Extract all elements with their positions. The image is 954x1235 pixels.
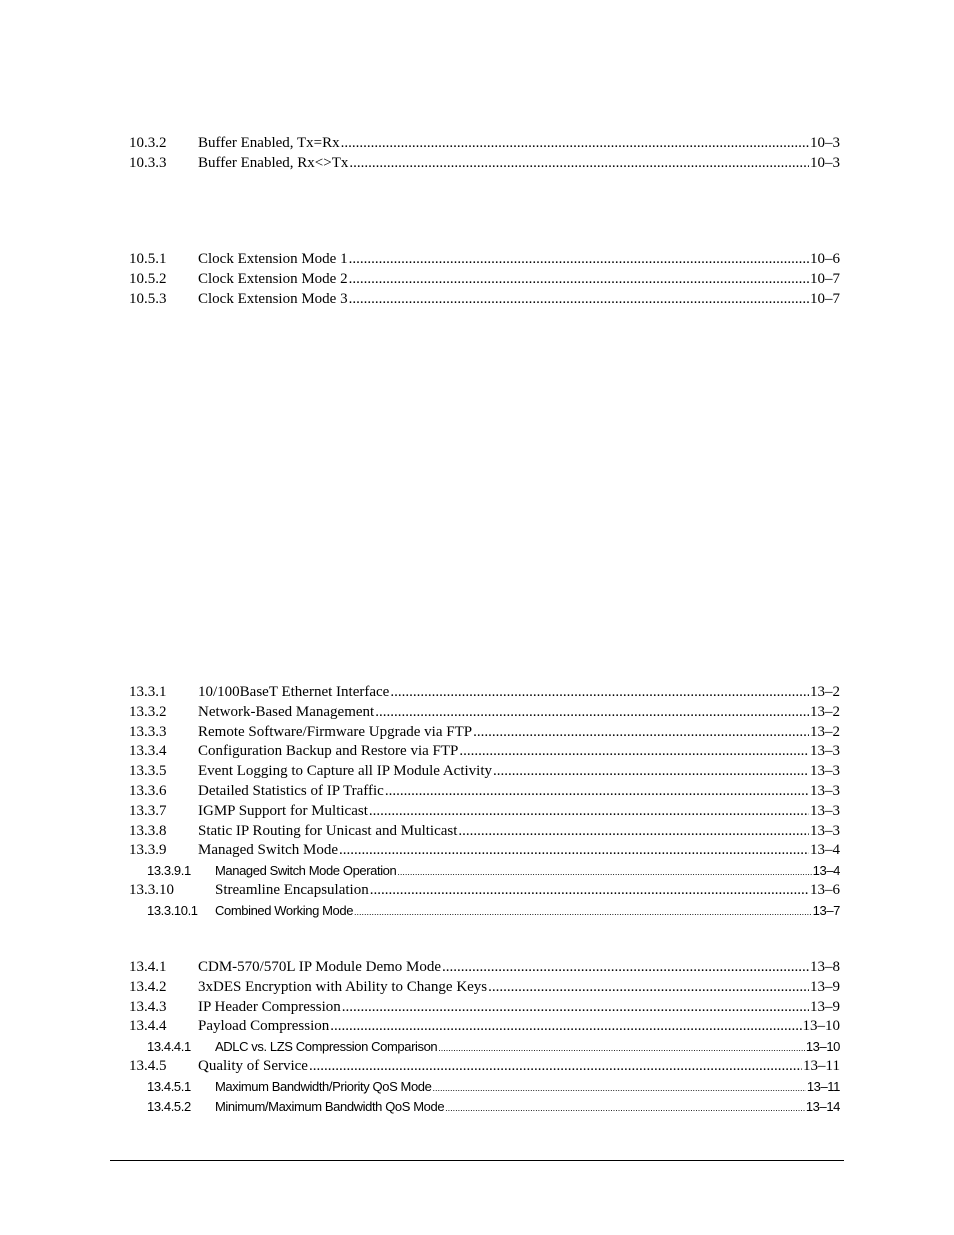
- toc-entry-number: 13.4.4: [129, 1018, 167, 1035]
- toc-entry[interactable]: [129, 703, 840, 723]
- toc-entry[interactable]: [129, 290, 840, 310]
- toc-entry-number: 13.3.8: [129, 822, 167, 839]
- toc-entry[interactable]: [129, 154, 840, 174]
- toc-group-10-3: [129, 134, 840, 174]
- toc-dot-leader: [445, 1099, 805, 1119]
- toc-entry[interactable]: [129, 683, 840, 703]
- toc-entry[interactable]: [129, 762, 840, 782]
- toc-entry-title: Remote Software/Firmware Upgrade via FTP: [198, 723, 473, 740]
- toc-entry[interactable]: [129, 822, 840, 842]
- toc-entry[interactable]: [129, 250, 840, 270]
- toc-entry[interactable]: [129, 134, 840, 154]
- toc-entry[interactable]: [129, 782, 840, 802]
- toc-entry-title: CDM-570/570L IP Module Demo Mode: [198, 959, 442, 975]
- toc-entry-number: 13.4.2: [129, 978, 167, 995]
- toc-entry-page: 13–14: [805, 1098, 840, 1114]
- toc-entry-title: Static IP Routing for Unicast and Multicast: [198, 822, 458, 839]
- toc-entry-number: 13.3.4: [129, 743, 167, 760]
- toc-entry-page: 13–11: [803, 1057, 840, 1074]
- toc-dot-leader: [342, 998, 809, 1018]
- toc-entry-page: 13–10: [805, 1039, 840, 1055]
- toc-entry-title: Clock Extension Mode 1: [198, 251, 348, 267]
- toc-entry-page: 10–3: [810, 154, 840, 171]
- toc-entry-number: 10.5.3: [129, 290, 167, 307]
- toc-entry-number: 10.5.2: [129, 270, 167, 287]
- toc-entry-page: 13–3: [810, 763, 840, 780]
- toc-entry-number: 13.4.5: [129, 1057, 167, 1074]
- toc-entry-number: 13.3.1: [129, 684, 167, 700]
- toc-entry-title: 3xDES Encryption with Ability to Change Keys: [198, 978, 488, 995]
- toc-entry[interactable]: [129, 998, 840, 1018]
- toc-entry-page: 10–3: [810, 135, 840, 151]
- toc-entry-page: 10–7: [810, 270, 840, 287]
- toc-entry[interactable]: [129, 958, 840, 978]
- toc-entry[interactable]: [129, 1017, 840, 1037]
- toc-dot-leader: [349, 250, 809, 270]
- toc-entry-number: 10.5.1: [129, 251, 167, 267]
- toc-entry-title: Detailed Statistics of IP Traffic: [198, 782, 384, 799]
- toc-entry-title: Streamline Encapsulation: [215, 881, 369, 898]
- toc-group-10-5: [129, 250, 840, 309]
- toc-entry-title: Combined Working Mode: [215, 902, 354, 918]
- toc-dot-leader: [375, 703, 809, 723]
- toc-entry-page: 13–2: [810, 684, 840, 700]
- toc-entry[interactable]: [129, 1097, 840, 1117]
- toc-entry-number: 13.4.4.1: [147, 1039, 191, 1055]
- toc-dot-leader: [341, 134, 809, 154]
- toc-entry-number: 13.3.3: [129, 723, 167, 740]
- toc-entry-page: 13–9: [810, 998, 840, 1015]
- toc-dot-leader: [349, 154, 809, 174]
- toc-dot-leader: [473, 723, 809, 743]
- toc-entry[interactable]: [129, 270, 840, 290]
- toc-entry-number: 13.3.2: [129, 703, 167, 720]
- toc-entry-title: Clock Extension Mode 3: [198, 290, 348, 307]
- toc-entry-page: 10–7: [810, 290, 840, 307]
- toc-entry-page: 13–2: [810, 723, 840, 740]
- toc-entry-number: 13.4.1: [129, 959, 167, 975]
- toc-entry[interactable]: [129, 901, 840, 921]
- toc-entry-title: Clock Extension Mode 2: [198, 270, 348, 287]
- toc-entry-page: 13–4: [810, 842, 840, 859]
- toc-entry[interactable]: [129, 742, 840, 762]
- toc-entry[interactable]: [129, 861, 840, 881]
- toc-entry-page: 13–3: [810, 782, 840, 799]
- toc-entry-number: 13.3.5: [129, 763, 167, 780]
- toc-dot-leader: [330, 1017, 801, 1037]
- toc-entry-number: 13.3.10: [129, 881, 174, 898]
- toc-dot-leader: [349, 270, 809, 290]
- toc-entry-page: 13–2: [810, 703, 840, 720]
- toc-dot-leader: [493, 762, 809, 782]
- toc-entry-number: 13.3.6: [129, 782, 167, 799]
- toc-entry[interactable]: [129, 1077, 840, 1097]
- footer-rule: [110, 1160, 844, 1161]
- toc-entry-title: 10/100BaseT Ethernet Interface: [198, 684, 390, 700]
- toc-entry-title: IP Header Compression: [198, 998, 341, 1015]
- toc-dot-leader: [488, 978, 809, 998]
- toc-entry-page: 13–10: [802, 1018, 840, 1035]
- toc-group-13-3: [129, 683, 840, 921]
- toc-dot-leader: [309, 1057, 802, 1077]
- toc-entry-page: 13–3: [810, 743, 840, 760]
- toc-entry[interactable]: [129, 978, 840, 998]
- toc-entry-number: 13.4.5.1: [147, 1078, 191, 1094]
- toc-dot-leader: [339, 841, 809, 861]
- toc-entry-page: 13–3: [810, 802, 840, 819]
- toc-entry-title: Minimum/Maximum Bandwidth QoS Mode: [215, 1098, 445, 1114]
- toc-entry-page: 13–8: [810, 959, 840, 975]
- toc-entry[interactable]: [129, 723, 840, 743]
- toc-entry-title: Buffer Enabled, Tx=Rx: [198, 135, 340, 151]
- toc-entry-number: 13.3.7: [129, 802, 167, 819]
- toc-entry-title: Managed Switch Mode: [198, 842, 338, 859]
- toc-dot-leader: [390, 683, 809, 703]
- toc-entry-title: Network-Based Management: [198, 703, 375, 720]
- toc-entry-title: Managed Switch Mode Operation: [215, 863, 397, 879]
- toc-entry-number: 13.3.10.1: [147, 902, 198, 918]
- toc-group-13-4: [129, 958, 840, 1116]
- toc-entry-title: Buffer Enabled, Rx<>Tx: [198, 154, 349, 171]
- toc-dot-leader: [385, 782, 809, 802]
- toc-dot-leader: [354, 903, 812, 923]
- toc-entry-title: Maximum Bandwidth/Priority QoS Mode: [215, 1078, 432, 1094]
- toc-dot-leader: [370, 881, 809, 901]
- toc-entry[interactable]: [129, 1037, 840, 1057]
- toc-entry-number: 13.4.5.2: [147, 1098, 191, 1114]
- toc-dot-leader: [458, 822, 809, 842]
- toc-entry-number: 13.3.9: [129, 842, 167, 859]
- toc-entry-title: Event Logging to Capture all IP Module Activity: [198, 763, 492, 780]
- toc-entry[interactable]: [129, 841, 840, 861]
- toc-entry[interactable]: [129, 1057, 840, 1077]
- toc-entry-title: Configuration Backup and Restore via FTP: [198, 743, 459, 760]
- toc-entry-title: Quality of Service: [198, 1057, 308, 1074]
- toc-entry-number: 10.3.3: [129, 154, 167, 171]
- toc-entry-page: 13–4: [812, 863, 840, 879]
- toc-entry[interactable]: [129, 802, 840, 822]
- toc-entry-page: 13–7: [812, 902, 840, 918]
- toc-entry-page: 13–6: [810, 881, 840, 898]
- toc-dot-leader: [442, 958, 809, 978]
- toc-entry-page: 13–11: [806, 1078, 840, 1094]
- toc-entry-page: 13–3: [810, 822, 840, 839]
- toc-dot-leader: [369, 802, 809, 822]
- toc-entry[interactable]: [129, 881, 840, 901]
- toc-dot-leader: [349, 290, 809, 310]
- toc-entry-number: 10.3.2: [129, 135, 167, 151]
- toc-entry-number: 13.3.9.1: [147, 863, 191, 879]
- toc-entry-title: ADLC vs. LZS Compression Comparison: [215, 1039, 438, 1055]
- toc-entry-page: 13–9: [810, 978, 840, 995]
- toc-entry-page: 10–6: [810, 251, 840, 267]
- toc-dot-leader: [459, 742, 809, 762]
- toc-entry-title: IGMP Support for Multicast: [198, 802, 368, 819]
- toc-entry-number: 13.4.3: [129, 998, 167, 1015]
- toc-entry-title: Payload Compression: [198, 1018, 330, 1035]
